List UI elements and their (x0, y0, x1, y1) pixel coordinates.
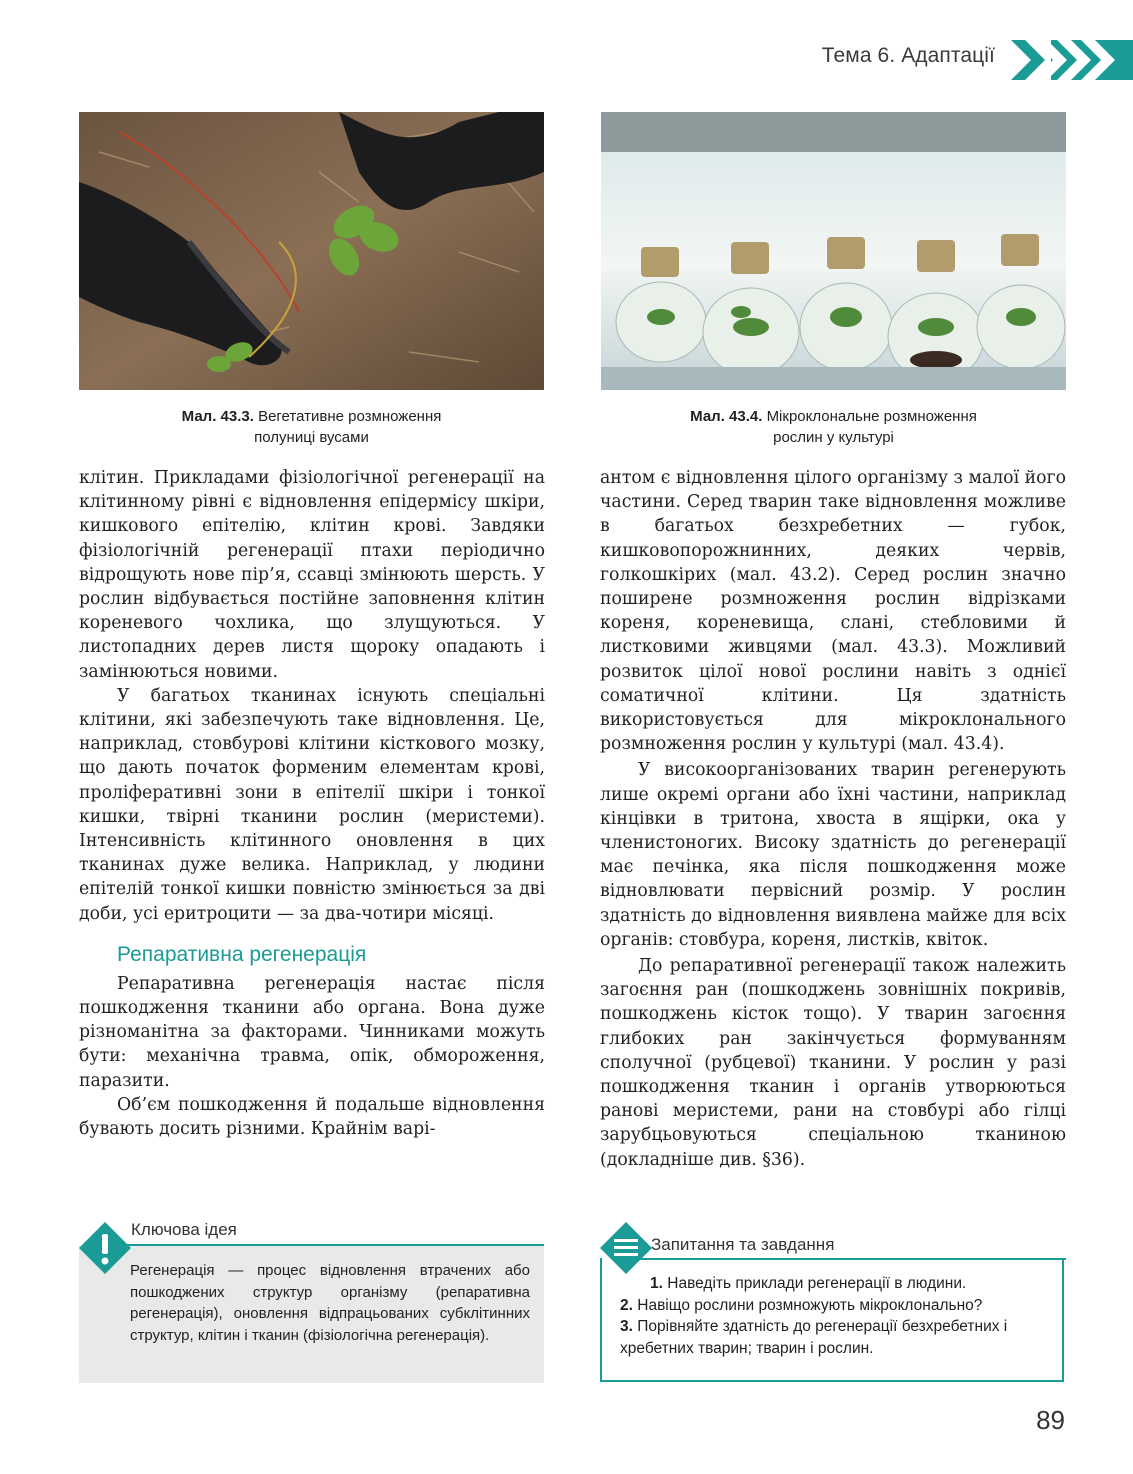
key-idea-rule (104, 1244, 544, 1246)
questions-list (620, 1273, 1040, 1359)
chevron-band-icon (1011, 40, 1133, 80)
caption-text: полуниці вусами (254, 429, 369, 446)
caption-text: рослин у культурі (773, 429, 894, 446)
figure-label: Мал. 43.4. (690, 408, 763, 425)
figure-caption-43-4 (601, 406, 1066, 448)
strawberry-runner-photo (79, 112, 544, 390)
right-text-column (600, 466, 1066, 1172)
list-icon (600, 1222, 652, 1274)
body-paragraph: У високоорганізованих тварин регенерують лише окремі органи або їхні частини, наприклад кінцівки в тритона, хвоста в ящірки, ока у членистоногих. Високу здатність до регенерації має печінка, яка після пошкодження може відновлювати первісний розмір. У рослин здатність до відновлення виявлена майже для всіх органів: стовбура, кореня, листків, квіток. (600, 760, 1066, 950)
body-paragraph: Репаративна регенерація настає після пошкодження тканини або органа. Вона дуже різноманітна за факторами. Чинниками можуть бути: механічна травма, опік, обмороження, паразити. (79, 973, 545, 1091)
page-number: 89 (1036, 1405, 1065, 1435)
question-item (620, 1295, 1040, 1317)
body-paragraph: Об’єм пошкодження й подальше відновлення бувають досить різними. Крайнім варі- (79, 1094, 545, 1140)
key-idea-text: Регенерація — процес відновлення втрачених або пошкоджених структур організму (репаративна регенерація), оновлення відпрацьованих субклітинних структур, клітин і тканин (фізіологічна регенерація). (130, 1262, 530, 1344)
question-text: Наведіть приклади регенерації в людини. (667, 1275, 967, 1292)
body-paragraph: У багатьох тканинах існують спеціальні клітини, які забезпечують таке відновлення. Це, наприклад, стовбурові клітини кісткового мозку, що дають початок форменим елементам крові, проліферативні зони в епітелії шкіри і тонкої кишки, твірні тканини рослин (меристеми). Інтенсивність клітинного оновлення в цих тканинах дуже велика. Наприклад, у людини епітелій тонкої кишки повністю змінюється за дві доби, усі еритроцити — за два-чотири місяці. (79, 685, 545, 924)
left-text-column (79, 466, 545, 1141)
questions-rule (626, 1258, 1066, 1260)
flask-culture-photo (601, 112, 1066, 390)
figure-label: Мал. 43.3. (181, 408, 254, 425)
exclamation-icon (79, 1222, 131, 1274)
body-paragraph: антом є відновлення цілого організму з малої його частини. Серед тварин таке відновлення можливе в багатьох безхребетних — губок, кишковопорожнинних, деяких червів, голкошкірих (мал. 43.2). Серед рослин значно поширене розмноження рослин відрізками кореня, кореневища, слані, стебловими й листковими живцями (мал. 43.3). Можливий розвиток цілої нової рослини навіть з однієї соматичної клітини. Ця здатність використовується для мікроклонального розмноження рослин у культурі (мал. 43.4). (600, 468, 1066, 755)
question-text: Навіщо рослини розмножують мікроклонально? (637, 1296, 983, 1314)
question-number: 3. (620, 1318, 633, 1335)
section-heading: Репаративна регенерація (117, 942, 367, 966)
question-item (620, 1316, 1040, 1359)
question-item (620, 1273, 1040, 1295)
caption-text: Вегетативне розмноження (258, 408, 442, 425)
figure-caption-43-3 (79, 406, 544, 448)
caption-text: Мікроклональне розмноження (766, 408, 977, 425)
questions-title: Запитання та завдання (651, 1235, 835, 1254)
body-paragraph: До репаративної регенерації також належить загоєння ран (пошкоджень зовнішніх покривів, пошкоджень кісток тощо). У тварин загоєння глибоких ран закінчується формуванням сполучної (рубцевої) тканини. У рослин у разі пошкодження тканин і органів утворюються ранові меристеми, рани на стовбурі або гілці зарубцьовуються спеціальною тканиною (докладніше див. §36). (600, 956, 1066, 1170)
question-number: 1. (650, 1275, 663, 1292)
body-paragraph: клітин. Прикладами фізіологічної регенерації на клітинному рівні є відновлення епідермісу шкіри, кишкового епітелію, клітин крові. Завдяки фізіологічній регенерації птахи періодично відрощують нове пір’я, ссавці змінюють шерсть. У рослин відбувається постійне заповнення клітин кореневого чохлика, що злущуються. У листопадних дерев листя щороку опадають і замінюються новими. (79, 468, 545, 682)
question-number: 2. (620, 1296, 633, 1314)
question-text: Порівняйте здатність до регенерації безхребетних і хребетних тварин; тварин і рослин. (620, 1318, 1008, 1357)
running-header-title: Тема 6. Адаптації (821, 44, 995, 67)
key-idea-title: Ключова ідея (131, 1220, 237, 1239)
